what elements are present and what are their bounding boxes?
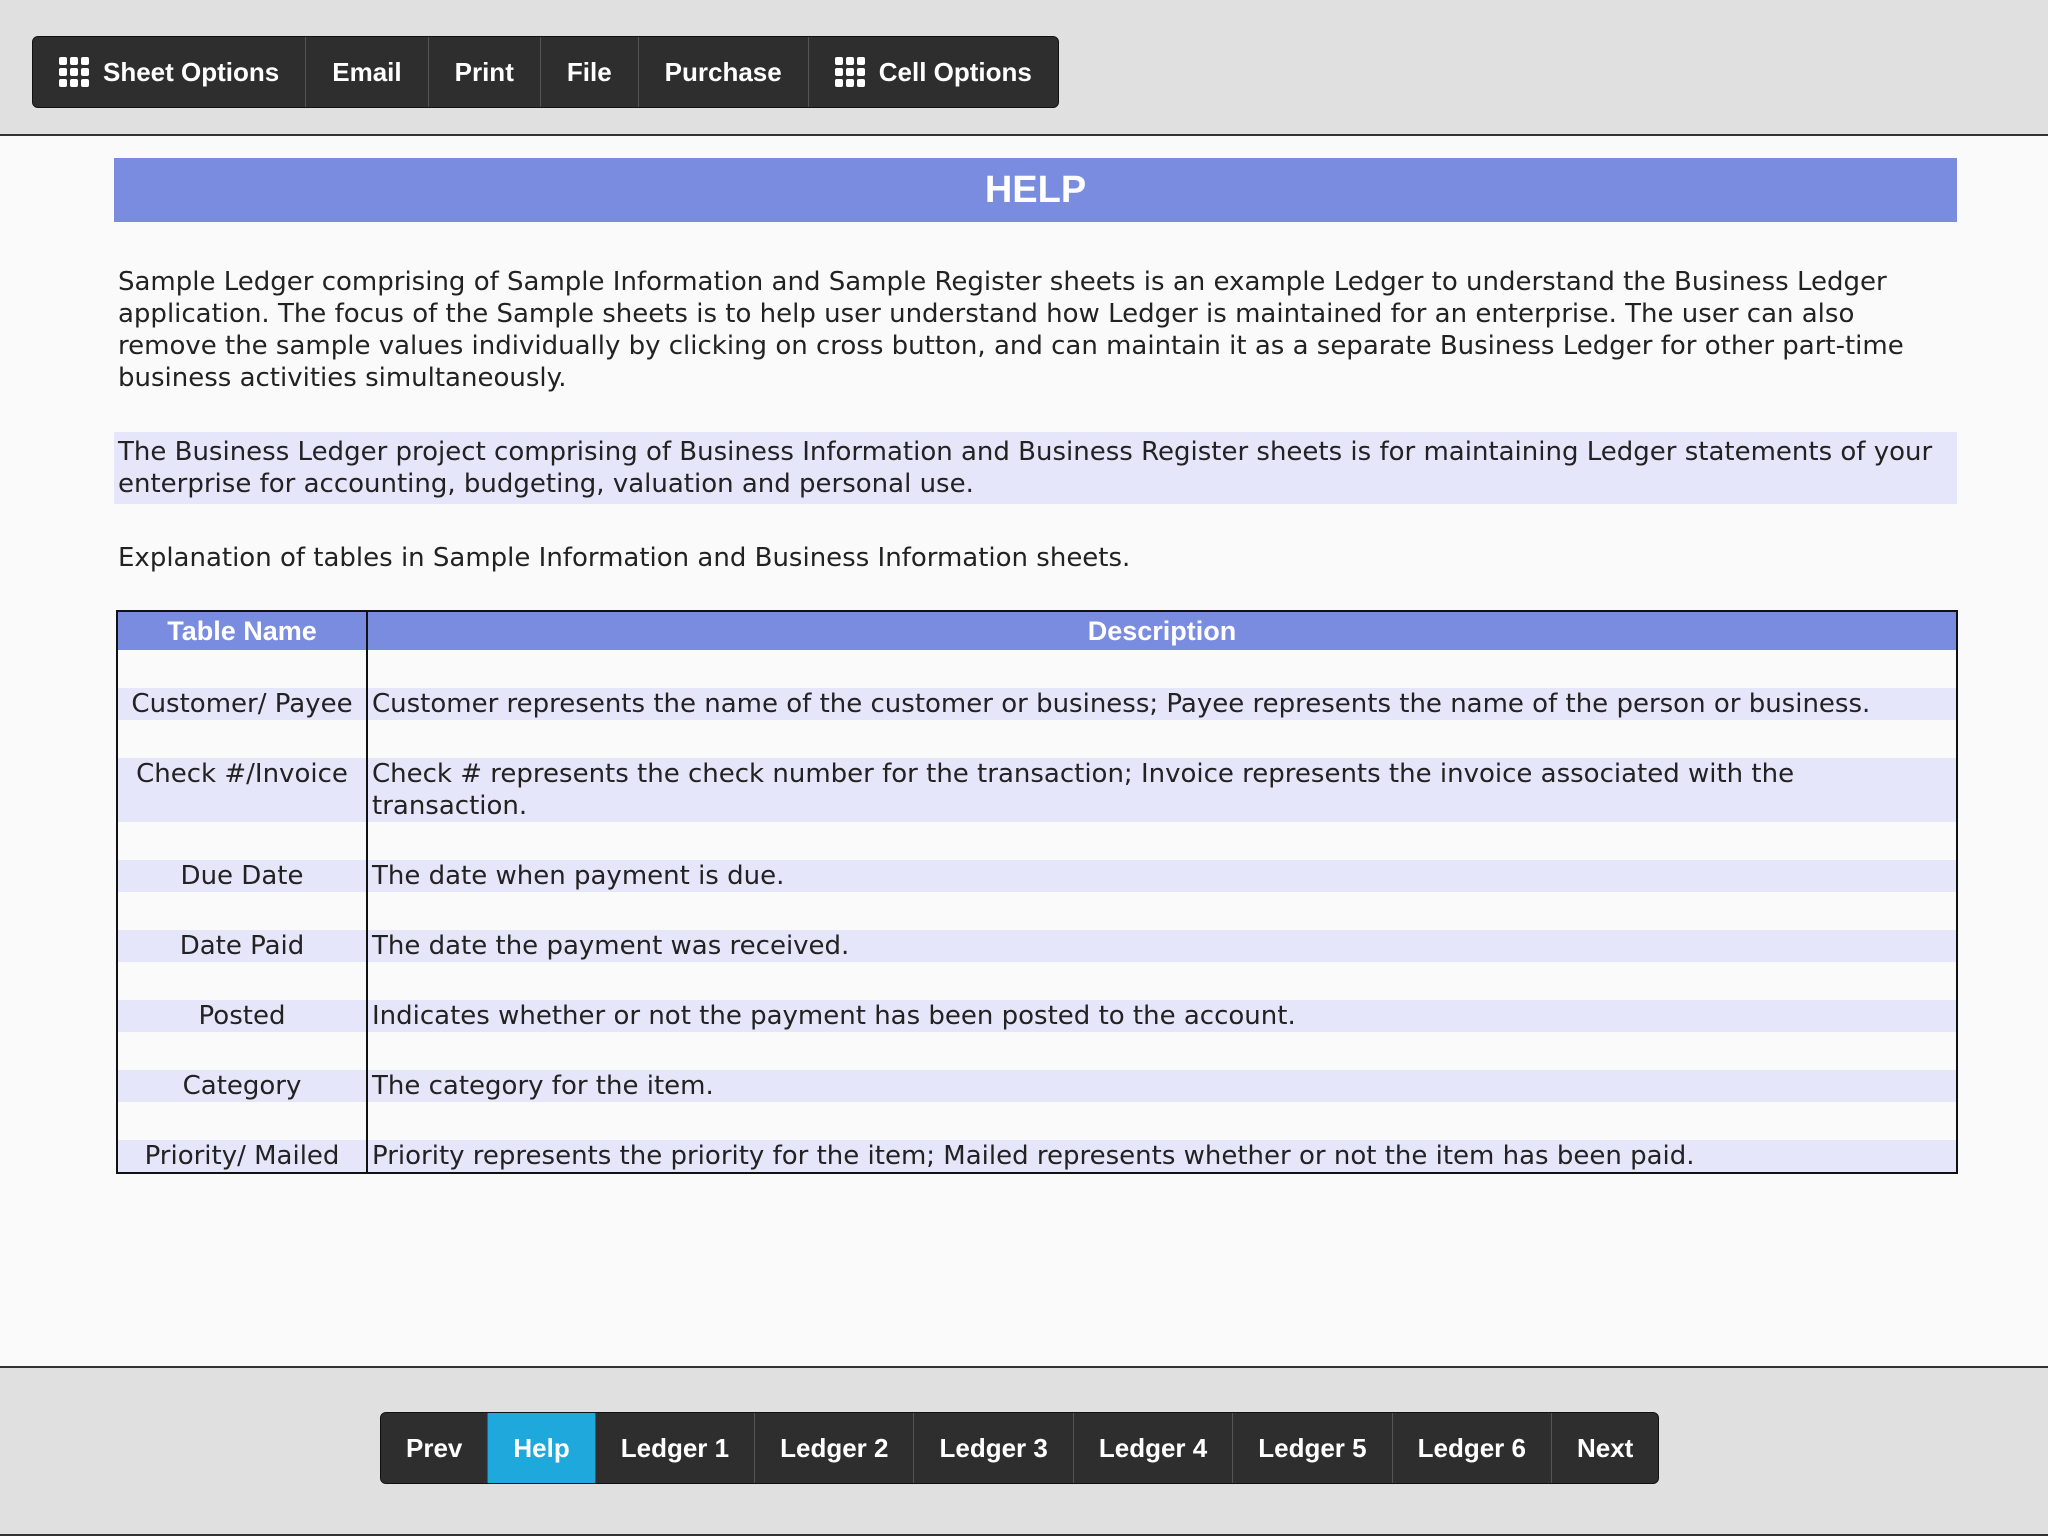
help-paragraph-sample: Sample Ledger comprising of Sample Information and Sample Register sheets is an example Ledger to understand the Business Ledger application. The focus of the Sample sheets is to help user understand how Ledger is maintained for an enterprise. The user can also remove the sample values individually by clicking on cross button, and can maintain it as a separate Business Ledger for other part-time business activities simultaneously. [118,267,1904,393]
column-header-description: Description [367,611,1957,650]
table-row [117,860,1957,892]
spacer-cell [117,720,367,758]
spacer-cell [367,1102,1957,1140]
spacer-cell [117,1102,367,1140]
spacer-cell [367,650,1957,688]
spacer-row [117,962,1957,1000]
grid-icon [59,57,89,87]
table-row [117,930,1957,962]
table-name-cell: Category [117,1070,367,1102]
file-button[interactable] [541,37,639,107]
grid-icon [835,57,865,87]
sheet-options-button[interactable] [33,37,306,107]
description-cell: Priority represents the priority for the item; Mailed represents whether or not the item has been paid. [367,1140,1957,1173]
email-label: Email [332,56,402,87]
sheet-tabs [380,1412,1659,1484]
spacer-cell [117,1032,367,1070]
spacer-cell [367,1032,1957,1070]
help-paragraph-tables: Explanation of tables in Sample Information and Business Information sheets. [118,543,1131,573]
tab-ledger-1[interactable]: Ledger 1 [596,1413,755,1483]
tab-ledger-2[interactable]: Ledger 2 [755,1413,914,1483]
help-title: HELP [114,158,1957,222]
print-button[interactable] [429,37,541,107]
prev-button[interactable]: Prev [381,1413,488,1483]
print-label: Print [454,56,514,87]
table-row [117,758,1957,822]
tab-ledger-3[interactable]: Ledger 3 [914,1413,1073,1483]
next-button[interactable]: Next [1576,1432,1634,1463]
description-cell: The date when payment is due. [367,860,1957,892]
table-name-cell: Check #/Invoice [117,758,367,822]
table-row [117,1070,1957,1102]
top-bar [0,0,2048,136]
description-cell: Customer represents the name of the customer or business; Payee represents the name of the person or business. [367,688,1957,720]
help-content [114,158,1957,1174]
table-name-cell: Due Date [117,860,367,892]
spacer-cell [367,962,1957,1000]
tab-ledger-4[interactable]: Ledger 4 [1074,1413,1233,1483]
bottom-bar [0,1366,2048,1536]
cell-options-label: Cell Options [878,56,1032,87]
spacer-cell [117,892,367,930]
spacer-row [117,720,1957,758]
description-cell: Indicates whether or not the payment has been posted to the account. [367,1000,1957,1032]
file-label: File [566,56,612,87]
column-header-table-name: Table Name [117,611,367,650]
table-name-cell: Customer/ Payee [117,688,367,720]
spacer-row [117,892,1957,930]
table-name-cell: Posted [117,1000,367,1032]
toolbar [32,36,1059,108]
tab-help[interactable]: Help [488,1413,595,1483]
description-cell: Check # represents the check number for the transaction; Invoice represents the invoice associated with the transaction. [367,758,1957,822]
purchase-label: Purchase [664,56,782,87]
table-header-row [117,611,1957,650]
spacer-cell [117,962,367,1000]
spacer-cell [117,650,367,688]
table-row [117,1000,1957,1032]
table-name-cell: Date Paid [117,930,367,962]
spacer-row [117,1102,1957,1140]
table-row [117,688,1957,720]
cell-options-button[interactable] [809,37,1058,107]
help-paragraph-business: The Business Ledger project comprising of Business Information and Business Register sheets is for maintaining Ledger statements of your enterprise for accounting, budgeting, valuation and personal use. [114,432,1957,504]
description-cell: The category for the item. [367,1070,1957,1102]
purchase-button[interactable] [639,37,809,107]
spacer-cell [367,822,1957,860]
spacer-row [117,822,1957,860]
table-description-grid [116,610,1958,1174]
spacer-cell [117,822,367,860]
table-row [117,1140,1957,1173]
spacer-row [117,1032,1957,1070]
spacer-cell [367,892,1957,930]
sheet-options-label: Sheet Options [103,56,280,87]
description-cell: The date the payment was received. [367,930,1957,962]
tab-ledger-6[interactable]: Ledger 6 [1393,1413,1552,1483]
tab-ledger-5[interactable]: Ledger 5 [1233,1413,1392,1483]
email-button[interactable] [306,37,428,107]
table-name-cell: Priority/ Mailed [117,1140,367,1173]
spacer-row [117,650,1957,688]
spacer-cell [367,720,1957,758]
